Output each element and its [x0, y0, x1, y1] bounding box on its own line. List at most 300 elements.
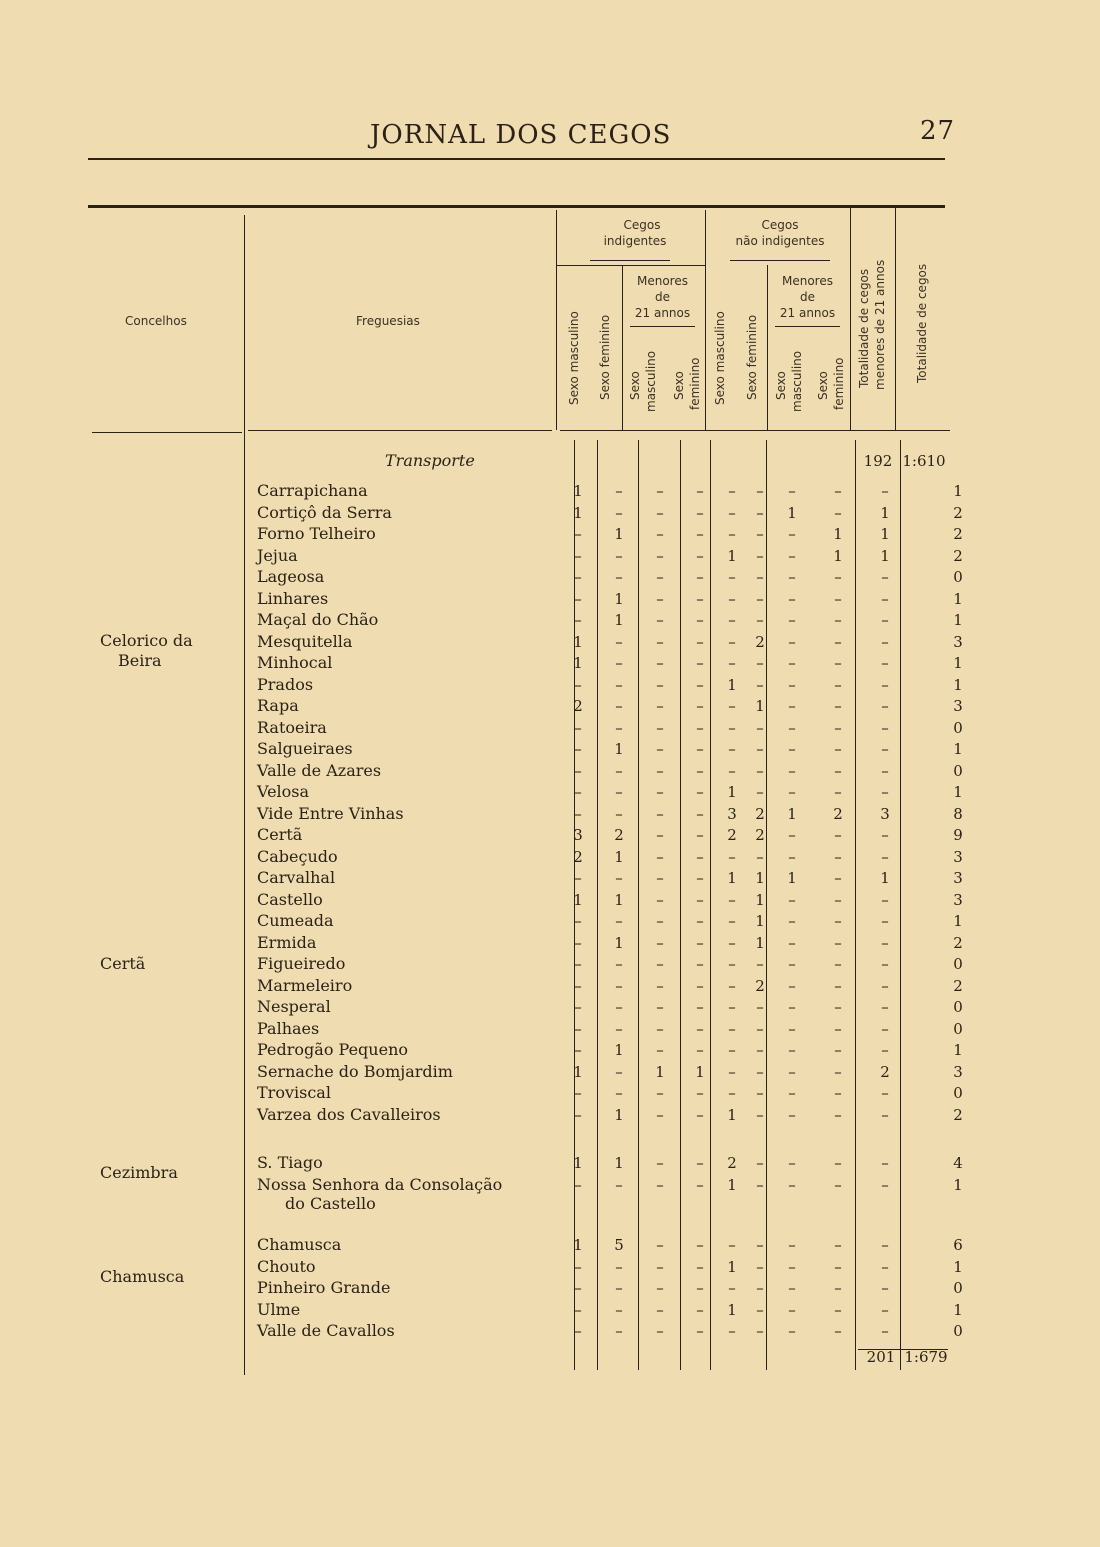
cell-value: – — [615, 912, 623, 930]
cell-value: – — [728, 568, 736, 586]
cell-value: – — [574, 1041, 582, 1059]
cell-value: 1 — [614, 1041, 624, 1059]
cell-value: – — [656, 976, 664, 995]
cell-value: 2 — [727, 1154, 737, 1172]
cell-value: – — [656, 912, 664, 930]
cell-value: 2 — [573, 847, 583, 866]
cell-value: 2 — [953, 933, 963, 952]
freguesia-name: Mesquitella — [257, 631, 353, 651]
cell-value: 1 — [727, 546, 737, 565]
table-row — [0, 566, 1100, 588]
cell-value: 1 — [787, 503, 797, 522]
freguesia-name: Palhaes — [257, 1018, 320, 1038]
vrule-c10 — [895, 205, 896, 430]
cell-value: – — [656, 1041, 664, 1059]
cell-value: – — [696, 654, 704, 672]
cell-value: 3 — [573, 826, 583, 844]
cell-value: – — [788, 718, 796, 737]
table-row — [0, 523, 1100, 545]
cell-value: – — [656, 1175, 664, 1194]
cell-value: – — [574, 740, 582, 758]
cell-value: 2 — [880, 1062, 890, 1081]
cell-value: – — [615, 976, 623, 995]
cell-value: – — [574, 1257, 582, 1276]
table-row — [0, 480, 1100, 502]
cell-value: – — [834, 1236, 842, 1254]
table-row — [0, 760, 1100, 782]
cell-value: 1 — [953, 912, 963, 930]
col-concelhos: Concelhos — [125, 314, 187, 328]
cell-value: – — [574, 589, 582, 608]
cell-value: – — [615, 568, 623, 586]
cell-value: 0 — [953, 761, 963, 780]
cell-value: – — [574, 1084, 582, 1102]
cell-value: – — [834, 632, 842, 651]
table-row — [0, 1277, 1100, 1299]
table-row — [0, 1104, 1100, 1126]
cell-value: – — [696, 826, 704, 844]
cell-value: 1 — [953, 611, 963, 629]
cell-value: – — [788, 1300, 796, 1319]
cell-value: – — [756, 525, 764, 543]
table-row — [0, 1152, 1100, 1174]
freguesia-name: Carvalhal — [257, 868, 336, 887]
col-total: Totalidade de cegos — [915, 263, 929, 383]
cell-value: – — [728, 1062, 736, 1081]
cell-value: – — [728, 761, 736, 780]
cell-value: – — [788, 1154, 796, 1172]
cell-value: – — [656, 869, 664, 887]
cell-value: – — [881, 1019, 889, 1038]
cell-value: – — [788, 955, 796, 973]
cell-value: – — [656, 568, 664, 586]
cell-value: – — [615, 869, 623, 887]
cell-value: – — [788, 525, 796, 543]
cell-value: – — [696, 1279, 704, 1297]
cell-value: 1 — [953, 482, 963, 500]
cell-value: – — [728, 1236, 736, 1254]
cell-value: 1 — [573, 482, 583, 500]
cell-value: 3 — [880, 804, 890, 823]
cell-value: – — [756, 611, 764, 629]
cell-value: – — [696, 1105, 704, 1124]
cell-value: 0 — [953, 998, 963, 1016]
cell-value: – — [696, 1084, 704, 1102]
cell-value: 0 — [953, 1019, 963, 1038]
cell-value: – — [696, 632, 704, 651]
cell-value: 8 — [953, 804, 963, 823]
cell-value: – — [788, 675, 796, 694]
cell-value: – — [756, 740, 764, 758]
cell-value: – — [881, 998, 889, 1016]
cell-value: – — [788, 589, 796, 608]
cell-value: 2 — [614, 826, 624, 844]
col-sexo-masc-menor-2a: Sexo — [774, 371, 788, 400]
col-total-menores-a: Totalidade de cegos — [857, 268, 871, 388]
cell-value: – — [881, 697, 889, 715]
freguesia-name: Ulme — [257, 1299, 301, 1319]
totals-total: 1:679 — [904, 1348, 948, 1366]
freguesia-name: Ratoeira — [257, 717, 327, 737]
cell-value: – — [656, 826, 664, 844]
cell-value: – — [615, 1175, 623, 1194]
cell-value: – — [615, 546, 623, 565]
cell-value: – — [756, 1175, 764, 1194]
cell-value: 3 — [953, 847, 963, 866]
cell-value: 3 — [953, 1062, 963, 1081]
table-row — [0, 674, 1100, 696]
col-sexo-fem-menor-1a: Sexo — [672, 371, 686, 400]
cell-value: – — [615, 718, 623, 737]
cell-value: – — [728, 525, 736, 543]
cell-value: – — [615, 955, 623, 973]
cell-value: – — [788, 998, 796, 1016]
cell-value: – — [696, 589, 704, 608]
vrule-c5 — [705, 210, 706, 430]
col-sexo-masc-menor-1b: masculino — [644, 350, 658, 412]
cell-value: – — [881, 761, 889, 780]
cell-value: – — [834, 482, 842, 500]
cell-value: – — [696, 890, 704, 909]
cell-value: – — [881, 482, 889, 500]
cell-value: – — [696, 1300, 704, 1319]
cell-value: – — [656, 525, 664, 543]
col-cegos-nao-indigentes-2: não indigentes — [735, 234, 825, 248]
cell-value: 1 — [755, 869, 765, 887]
cell-value: 1 — [880, 869, 890, 887]
cell-value: – — [881, 955, 889, 973]
cell-value: – — [788, 654, 796, 672]
cell-value: – — [788, 1019, 796, 1038]
table-row — [0, 846, 1100, 868]
cell-value: – — [728, 890, 736, 909]
cell-value: – — [881, 1236, 889, 1254]
freguesia-name: Salgueiraes — [257, 739, 353, 758]
cell-value: 2 — [755, 976, 765, 995]
cell-value: – — [656, 1019, 664, 1038]
cell-value: – — [881, 611, 889, 629]
cell-value: – — [881, 1154, 889, 1172]
cell-value: – — [656, 761, 664, 780]
freguesia-name: Velosa — [257, 782, 310, 801]
cell-value: – — [656, 1154, 664, 1172]
table-row — [0, 717, 1100, 739]
col-cegos-indigentes-2: indigentes — [603, 234, 667, 248]
cell-value: – — [696, 697, 704, 715]
cell-value: – — [728, 718, 736, 737]
cell-value: – — [615, 761, 623, 780]
cell-value: – — [656, 1300, 664, 1319]
cell-value: 1 — [880, 525, 890, 543]
vrule-freguesias — [556, 210, 557, 430]
freguesia-name: Pinheiro Grande — [257, 1278, 391, 1297]
cell-value: – — [788, 1279, 796, 1297]
cell-value: – — [881, 933, 889, 952]
cell-value: – — [656, 804, 664, 823]
cell-value: 1 — [727, 675, 737, 694]
col-menores-1b: de — [655, 290, 670, 304]
col-cegos-nao-indigentes-1: Cegos — [761, 218, 799, 232]
cell-value: 1 — [614, 740, 624, 758]
cell-value: – — [656, 546, 664, 565]
cell-value: – — [728, 503, 736, 522]
cell-value: 2 — [833, 804, 843, 823]
cell-value: – — [788, 933, 796, 952]
freguesia-name: Valle de Azares — [257, 760, 382, 780]
cell-value: – — [788, 1041, 796, 1059]
cell-value: – — [656, 933, 664, 952]
cell-value: – — [656, 783, 664, 801]
cell-value: – — [656, 697, 664, 715]
cell-value: 1 — [953, 1175, 963, 1194]
cell-value: – — [788, 568, 796, 586]
cell-value: 1 — [727, 1105, 737, 1124]
cell-value: 1 — [614, 890, 624, 909]
cell-value: – — [615, 482, 623, 500]
cell-value: 1 — [833, 546, 843, 565]
cell-value: – — [696, 1154, 704, 1172]
table-top-rule — [88, 205, 945, 208]
cell-value: – — [574, 976, 582, 995]
cell-value: – — [656, 847, 664, 866]
freguesia-name: Cabeçudo — [257, 846, 338, 866]
cell-value: 2 — [573, 697, 583, 715]
cell-value: – — [834, 912, 842, 930]
cell-value: – — [696, 1236, 704, 1254]
cell-value: – — [615, 804, 623, 823]
cell-value: – — [696, 998, 704, 1016]
cell-value: 1 — [727, 1257, 737, 1276]
hrule-ind — [556, 265, 706, 266]
cell-value: – — [834, 847, 842, 866]
table-row — [0, 1234, 1100, 1256]
cell-value: – — [656, 718, 664, 737]
col-menores-2b: de — [800, 290, 815, 304]
cell-value: – — [881, 847, 889, 866]
concelho-name: Chamusca — [100, 1266, 185, 1286]
cell-value: – — [788, 1105, 796, 1124]
cell-value: – — [615, 675, 623, 694]
cell-value: – — [728, 1084, 736, 1102]
cell-value: – — [834, 955, 842, 973]
cell-value: – — [881, 568, 889, 586]
cell-value: – — [756, 1300, 764, 1319]
cell-value: – — [756, 998, 764, 1016]
transporte-row — [0, 450, 1100, 472]
table-row — [0, 1039, 1100, 1061]
cell-value: – — [728, 847, 736, 866]
cell-value: – — [574, 1322, 582, 1340]
cell-value: 1 — [573, 632, 583, 651]
cell-value: – — [834, 976, 842, 995]
table-row — [0, 1299, 1100, 1321]
col-cegos-indigentes-1: Cegos — [623, 218, 661, 232]
table-row — [0, 609, 1100, 631]
cell-value: – — [834, 697, 842, 715]
cell-value: – — [728, 654, 736, 672]
cell-value: – — [696, 1175, 704, 1194]
freguesia-name: Pedrogão Pequeno — [257, 1040, 409, 1059]
table-row — [0, 932, 1100, 954]
freguesia-name: Varzea dos Cavalleiros — [257, 1104, 441, 1124]
cell-value: – — [656, 1322, 664, 1340]
cell-value: – — [756, 1279, 764, 1297]
table-row — [0, 953, 1100, 975]
cell-value: – — [696, 740, 704, 758]
cell-value: – — [728, 1041, 736, 1059]
header-bottom-rule-right — [560, 430, 950, 431]
cell-value: – — [574, 804, 582, 823]
col-menores-1c: 21 annos — [634, 306, 691, 320]
cell-value: – — [574, 912, 582, 930]
cell-value: – — [696, 568, 704, 586]
freguesia-name: Jejua — [257, 545, 298, 565]
freguesia-name: Marmeleiro — [257, 975, 353, 995]
cell-value: – — [574, 1300, 582, 1319]
totals-row — [0, 1346, 1100, 1368]
freguesia-name: Carrapichana — [257, 481, 368, 500]
concelho-name: Beira — [118, 651, 162, 670]
cell-value: – — [728, 955, 736, 973]
cell-value: – — [881, 654, 889, 672]
cell-value: – — [788, 1062, 796, 1081]
cell-value: – — [881, 1041, 889, 1059]
cell-value: – — [615, 503, 623, 522]
freguesia-name: Troviscal — [257, 1083, 331, 1102]
table-row — [0, 738, 1100, 760]
cell-value: – — [881, 740, 889, 758]
cell-value: – — [696, 761, 704, 780]
cell-value: 2 — [727, 826, 737, 844]
cell-value: – — [788, 482, 796, 500]
freguesia-name: Nesperal — [257, 997, 331, 1016]
cell-value: – — [881, 718, 889, 737]
cell-value: 0 — [953, 955, 963, 973]
table-row — [0, 889, 1100, 911]
vrule-c9 — [850, 205, 851, 430]
cell-value: 1 — [614, 589, 624, 608]
cell-value: – — [788, 740, 796, 758]
cell-value: – — [728, 1322, 736, 1340]
freguesia-name: Certã — [257, 825, 303, 844]
col-sexo-masc-menor-2b: masculino — [790, 350, 804, 412]
vrule-c7 — [767, 265, 768, 430]
cell-value: 3 — [953, 890, 963, 909]
table-row — [0, 1018, 1100, 1040]
col-sexo-fem-menor-2b: feminino — [832, 357, 846, 410]
cell-value: – — [574, 761, 582, 780]
cell-value: – — [881, 1175, 889, 1194]
col-sexo-masc-menor-1a: Sexo — [628, 371, 642, 400]
cell-value: – — [656, 482, 664, 500]
cell-value: – — [615, 1257, 623, 1276]
cell-value: – — [788, 1257, 796, 1276]
cell-value: 1 — [573, 890, 583, 909]
cell-value: 1 — [727, 1300, 737, 1319]
cell-value: 2 — [755, 632, 765, 651]
cell-value: – — [881, 976, 889, 995]
freguesia-name: Cumeada — [257, 911, 334, 930]
freguesia-name: Cortiçô da Serra — [257, 502, 392, 522]
cell-value: – — [834, 654, 842, 672]
cell-value: – — [881, 912, 889, 930]
cell-value: – — [656, 611, 664, 629]
cell-value: – — [834, 1300, 842, 1319]
table-row — [0, 695, 1100, 717]
freguesia-name: Maçal do Chão — [257, 610, 379, 629]
cell-value: – — [574, 718, 582, 737]
cell-value: – — [834, 1062, 842, 1081]
cell-value: – — [756, 546, 764, 565]
cell-value: – — [574, 1019, 582, 1038]
table-row-continuation — [0, 1193, 1100, 1215]
header-bottom-rule-left — [92, 432, 242, 433]
cell-value: 1 — [953, 675, 963, 694]
cell-value: 1 — [953, 740, 963, 758]
col-menores-2c: 21 annos — [779, 306, 836, 320]
cell-value: – — [881, 1257, 889, 1276]
brace-nao-indigentes — [730, 260, 830, 261]
cell-value: – — [756, 1019, 764, 1038]
cell-value: – — [574, 783, 582, 801]
cell-value: – — [881, 1084, 889, 1102]
cell-value: – — [696, 1322, 704, 1340]
cell-value: – — [574, 1175, 582, 1194]
cell-value: – — [834, 1041, 842, 1059]
cell-value: – — [574, 611, 582, 629]
cell-value: – — [574, 675, 582, 694]
col-sexo-feminino-2: Sexo feminino — [745, 314, 759, 400]
cell-value: – — [696, 675, 704, 694]
cell-value: – — [756, 482, 764, 500]
cell-value: 1 — [880, 546, 890, 565]
cell-value: – — [834, 718, 842, 737]
freguesia-name: Rapa — [257, 696, 299, 715]
freguesia-name: Sernache do Bomjardim — [257, 1061, 453, 1081]
cell-value: – — [656, 1236, 664, 1254]
cell-value: – — [656, 1257, 664, 1276]
cell-value: 1 — [953, 783, 963, 801]
cell-value: – — [788, 783, 796, 801]
cell-value: – — [615, 1084, 623, 1102]
cell-value: 1 — [573, 1062, 583, 1081]
cell-value: – — [756, 1322, 764, 1340]
cell-value: – — [656, 740, 664, 758]
cell-value: – — [615, 1279, 623, 1297]
cell-value: – — [881, 1105, 889, 1124]
col-freguesias: Freguesias — [356, 314, 420, 328]
cell-value: 1 — [614, 847, 624, 866]
cell-value: – — [834, 611, 842, 629]
cell-value: – — [881, 890, 889, 909]
cell-value: 2 — [953, 976, 963, 995]
cell-value: – — [834, 869, 842, 887]
cell-value: – — [834, 675, 842, 694]
cell-value: – — [574, 998, 582, 1016]
cell-value: 3 — [953, 697, 963, 715]
cell-value: – — [756, 1084, 764, 1102]
cell-value: – — [881, 826, 889, 844]
table-row — [0, 631, 1100, 653]
cell-value: 1 — [573, 1154, 583, 1172]
cell-value: 1 — [614, 933, 624, 952]
cell-value: – — [728, 482, 736, 500]
cell-value: – — [881, 1322, 889, 1340]
col-sexo-masculino-2: Sexo masculino — [713, 311, 727, 405]
cell-value: – — [615, 697, 623, 715]
cell-value: – — [696, 503, 704, 522]
table-row — [0, 652, 1100, 674]
